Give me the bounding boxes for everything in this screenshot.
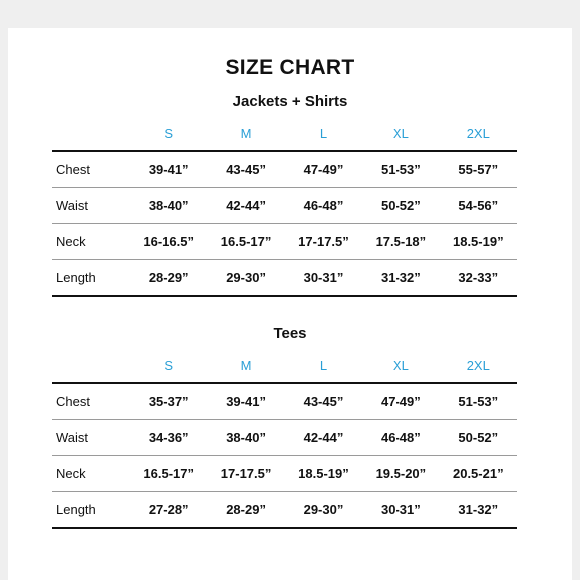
table-header-corner (52, 116, 130, 151)
table-cell: 28-29” (130, 260, 207, 297)
table-header-cell: S (130, 116, 207, 151)
row-label: Neck (52, 224, 130, 260)
section-title-tees: Tees (273, 325, 307, 342)
table-cell: 46-48” (285, 188, 362, 224)
table-cell: 16.5-17” (130, 456, 207, 492)
table-cell: 50-52” (362, 188, 439, 224)
table-cell: 47-49” (362, 383, 439, 420)
row-label: Length (52, 492, 130, 529)
table-row (52, 260, 517, 297)
table-cell: 35-37” (130, 383, 207, 420)
table-row (52, 383, 517, 420)
table-cell: 29-30” (207, 260, 284, 297)
table-cell: 50-52” (440, 420, 517, 456)
table-cell: 28-29” (207, 492, 284, 529)
table-row (52, 420, 517, 456)
table-cell: 43-45” (207, 151, 284, 188)
table-header-cell: M (207, 348, 284, 383)
table-cell: 31-32” (362, 260, 439, 297)
table-cell: 51-53” (440, 383, 517, 420)
table-cell: 18.5-19” (285, 456, 362, 492)
section-title-jackets-shirts: Jackets + Shirts (232, 93, 348, 110)
table-cell: 29-30” (285, 492, 362, 529)
page-title: SIZE CHART (225, 56, 355, 79)
row-label: Chest (52, 151, 130, 188)
table-cell: 27-28” (130, 492, 207, 529)
table-header-cell: S (130, 348, 207, 383)
table-cell: 43-45” (285, 383, 362, 420)
table-row (52, 224, 517, 260)
table-row (52, 492, 517, 529)
size-table-tees (52, 348, 517, 529)
table-cell: 17-17.5” (285, 224, 362, 260)
table-header-cell: L (285, 116, 362, 151)
table-cell: 20.5-21” (440, 456, 517, 492)
table-cell: 16-16.5” (130, 224, 207, 260)
table-cell: 38-40” (207, 420, 284, 456)
table-cell: 42-44” (207, 188, 284, 224)
table-cell: 39-41” (207, 383, 284, 420)
row-label: Chest (52, 383, 130, 420)
table-cell: 30-31” (362, 492, 439, 529)
table-cell: 17-17.5” (207, 456, 284, 492)
table-cell: 51-53” (362, 151, 439, 188)
table-cell: 55-57” (440, 151, 517, 188)
size-chart-card (8, 28, 572, 580)
row-label: Waist (52, 188, 130, 224)
table-header-row (52, 116, 517, 151)
table-cell: 32-33” (440, 260, 517, 297)
table-cell: 34-36” (130, 420, 207, 456)
table-header-corner (52, 348, 130, 383)
table-cell: 16.5-17” (207, 224, 284, 260)
table-cell: 38-40” (130, 188, 207, 224)
table-header-cell: 2XL (440, 348, 517, 383)
table-cell: 42-44” (285, 420, 362, 456)
table-header-cell: XL (362, 348, 439, 383)
table-cell: 46-48” (362, 420, 439, 456)
table-cell: 54-56” (440, 188, 517, 224)
table-row (52, 151, 517, 188)
row-label: Waist (52, 420, 130, 456)
table-header-row (52, 348, 517, 383)
table-header-cell: XL (362, 116, 439, 151)
table-cell: 47-49” (285, 151, 362, 188)
table-header-cell: M (207, 116, 284, 151)
size-table-jackets-shirts (52, 116, 517, 297)
table-header-cell: 2XL (440, 116, 517, 151)
table-row (52, 188, 517, 224)
table-cell: 30-31” (285, 260, 362, 297)
table-cell: 17.5-18” (362, 224, 439, 260)
table-cell: 19.5-20” (362, 456, 439, 492)
table-header-cell: L (285, 348, 362, 383)
table-row (52, 456, 517, 492)
table-cell: 31-32” (440, 492, 517, 529)
row-label: Length (52, 260, 130, 297)
row-label: Neck (52, 456, 130, 492)
table-cell: 18.5-19” (440, 224, 517, 260)
table-cell: 39-41” (130, 151, 207, 188)
